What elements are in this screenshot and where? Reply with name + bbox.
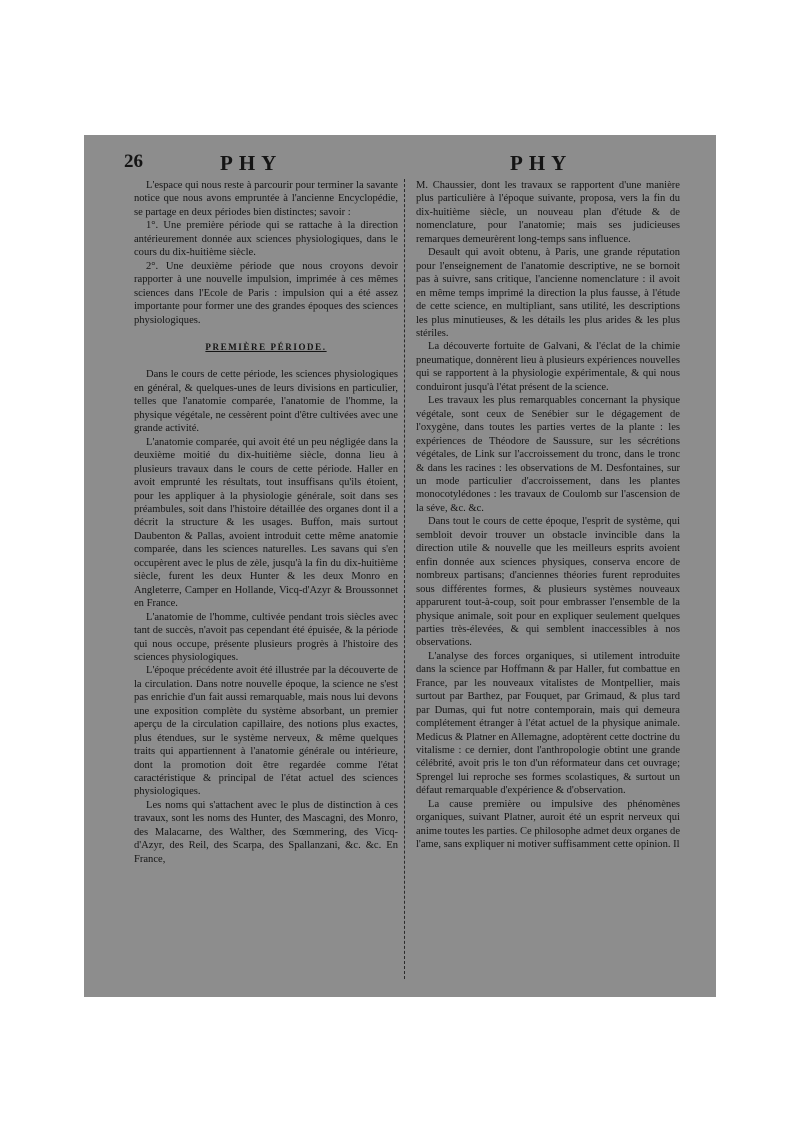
paragraph: Les travaux les plus remarquables concernant la physique végétale, sont ceux de Senébier sur le dégagement de l'oxygène, dans toutes les parties vertes de la plante : les expériences de Théodore de Saussure, sur les sécrétions végétales, de Link sur l'accroissement du tronc, dans le tronc & dans les racines : les observations de M. Desfontaines, sur un mode particulier d'accroissement, dans les plantes monocotylédones : les travaux de Coulomb sur l'ascension de la séve, &c. &c.	[416, 395, 680, 514]
running-head	[124, 149, 688, 175]
page-content	[124, 149, 688, 985]
paragraph: Les noms qui s'attachent avec le plus de distinction à ces travaux, sont les noms des Hunter, des Mascagni, des Monro, des Malacarne, des Walther, des Sœmmering, des Vicq-d'Azyr, des Reil, des Scarpa, des Spallanzani, &c. &c. En France,	[134, 799, 398, 865]
paragraph: M. Chaussier, dont les travaux se rapportent d'une manière plus particulière à l'époque suivante, proposa, vers la fin du dix-huitième siècle, un nouveau plan d'étude & de nomenclature, pour l'anatomie; mais ses judicieuses remarques demeurèrent long-temps sans influence.	[416, 180, 680, 245]
paragraph: 1°. Une première période qui se rattache à la direction antérieurement donnée aux sciences physiologiques, dans le cours du dix-huitième siècle.	[134, 220, 398, 259]
paragraph: L'époque précédente avoit été illustrée par la découverte de la circulation. Dans notre nouvelle époque, la science ne s'est pas enrichie d'un fait aussi remarquable, mais nous lui devons une exposition complète du système absorbant, un premier aperçu de la circulation capillaire, des notions plus exactes, plus étendues, sur le système nerveux, & même quelques traits qui appartiennent à l'anatomie générale ou intérieure, dont la promotion doit être regardée comme l'état caractéristique & principal de l'état actuel des sciences physiologiques.	[134, 665, 398, 798]
paragraph: L'anatomie comparée, qui avoit été un peu négligée dans la deuxième moitié du dix-huitième siècle, donna lieu à plusieurs travaux dans le cours de cette période. Haller en avoit emprunté les résultats, tout insuffisans qu'ils étoient, pour les appliquer à la physiologie générale, soit dans ses préambules, soit dans l'histoire détaillée des organes dont il a décrit la structure & les usages. Buffon, mais surtout Daubenton & Pallas, avoient introduit cette même anatomie comparée, dans les sciences naturelles. Les savans qui s'en occupèrent avec le plus de zèle, jusqu'à la fin du dix-huitième siècle, furent les deux Hunter & les deux Monro en Angleterre, Camper en Hollande, Vicq-d'Azyr & Broussonnet en France.	[134, 436, 398, 610]
scanned-page	[84, 135, 716, 997]
paragraph: L'anatomie de l'homme, cultivée pendant trois siècles avec tant de succès, n'avoit pas cependant été épuisée, & la période qui nous occupe, présente plusieurs progrès à l'histoire des sciences physiologiques.	[134, 611, 398, 663]
column-divider	[404, 179, 405, 979]
running-title-right: PHY	[510, 151, 573, 175]
paragraph: La découverte fortuite de Galvani, & l'éclat de la chimie pneumatique, donnèrent lieu à plusieurs expériences nouvelles qui se rapportent à la physiologie expérimentale, & qui nous conduiront jusqu'à l'état présent de la science.	[416, 341, 680, 393]
text-columns	[134, 179, 688, 979]
right-column	[416, 179, 680, 979]
running-title-left: PHY	[220, 151, 283, 175]
paragraph: L'espace qui nous reste à parcourir pour terminer la savante notice que nous avons empruntée à l'ancienne Encyclopédie, se partage en deux périodes bien distinctes; savoir :	[134, 180, 398, 218]
paragraph: 2°. Une deuxième période que nous croyons devoir rapporter à une nouvelle impulsion, imprimée à ces mêmes sciences dans l'Ecole de Paris : impulsion qui a été assez importante pour former une des grandes époques des sciences physiologiques.	[134, 260, 398, 326]
paragraph: Desault qui avoit obtenu, à Paris, une grande réputation pour l'enseignement de l'anatomie descriptive, ne se bornoit pas à suivre, sans critique, l'ancienne nomenclature : il avoit en même temps imprimé la direction la plus fausse, à l'étude de cette science, en multipliant, sans utilité, les descriptions les plus minutieuses, & les détails les plus arides & les plus stériles.	[416, 247, 680, 339]
paragraph: L'analyse des forces organiques, si utilement introduite dans la science par Hoffmann & par Haller, fut combattue en France, par les nouveaux vitalistes de Montpellier, mais surtout par Barthez, par Fouquet, par Grimaud, & plus tard par Dumas, qui fut notre contemporain, mais qui demeura complétement étranger à l'état actuel de la physique animale. Medicus & Platner en Allemagne, adoptèrent cette doctrine du vitalisme : ce dernier, dont l'anthropologie obtint une grande célébrité, avoit pris le ton d'un réformateur dans cet ouvrage; Sprengel lui reproche ses formes scolastiques, & surtout un défaut remarquable d'expérience & d'observation.	[416, 650, 680, 797]
paragraph: Dans tout le cours de cette époque, l'esprit de système, qui sembloit devoir trouver un obstacle invincible dans la direction utile & nouvelle que les meilleurs esprits avoient enfin donnée aux sciences physiques, conserva encore de nombreux partisans; d'anciennes théories furent reproduites sous différentes formes, & plusieurs systèmes nouveaux apparurent tout-à-coup, soit pour embrasser l'ensemble de la physique animale, soit pour en expliquer seulement quelques parties très-élevées, & qui semblent inaccessibles à nos observations.	[416, 516, 680, 649]
paragraph: Dans le cours de cette période, les sciences physiologiques en général, & quelques-unes de leurs divisions en particulier, telles que l'anatomie comparée, l'anatomie de l'homme, la physique végétale, ne cessèrent point d'être cultivées avec une grande activité.	[134, 369, 398, 435]
section-heading: PREMIÈRE PÉRIODE.	[205, 341, 327, 352]
paragraph: La cause première ou impulsive des phénomènes organiques, suivant Platner, auroit été un esprit nerveux qui anime toutes les parties. Ce philosophe admet deux organes de l'ame, sans expliquer ni motiver suffisamment cette opinion. Il	[416, 798, 680, 851]
left-column	[134, 179, 398, 979]
page-number: 26	[124, 151, 143, 172]
